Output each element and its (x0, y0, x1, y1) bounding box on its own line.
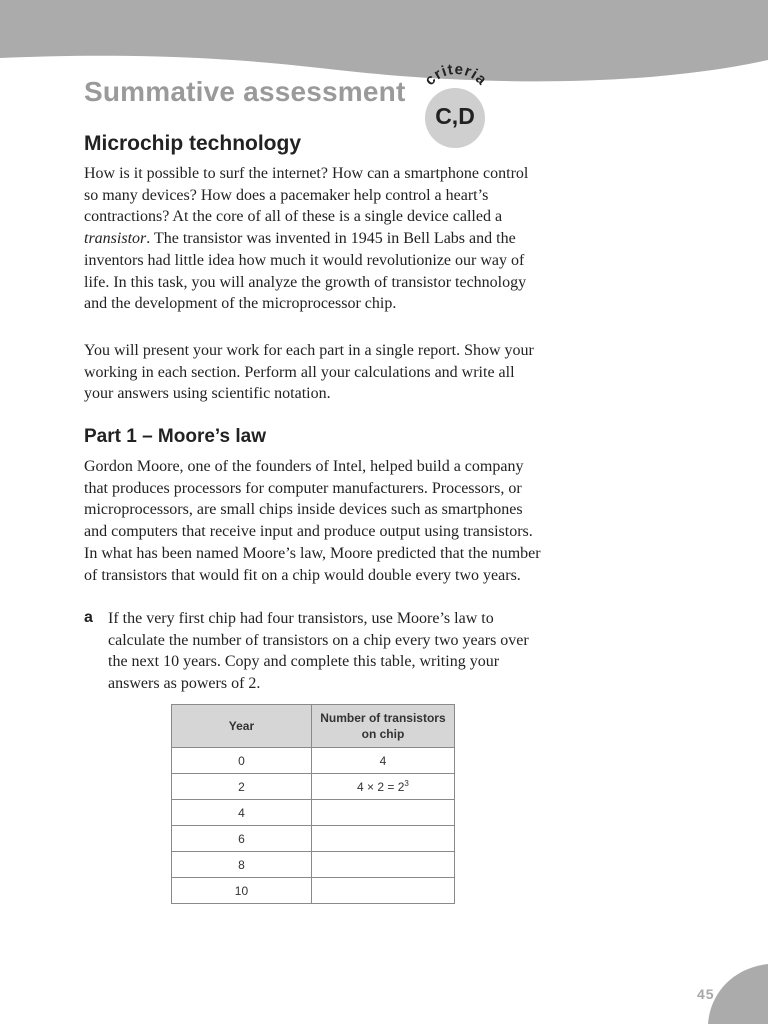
criteria-arc-text: criteria (421, 60, 491, 89)
section-title: Microchip technology (84, 132, 302, 155)
transistors-column-header: Number of transistors on chip (311, 705, 454, 748)
intro-paragraph-2: You will present your work for each part in a single report. Show your working in each section. Perform all your calculations and write all your answers using scientific notation. (84, 342, 534, 403)
year-column-header: Year (172, 705, 312, 748)
question-text: If the very first chip had four transistors, use Moore’s law to calculate the number of transistors on a chip every two years over the next 10 years. Copy and complete this table, writing your answers as powers of 2. (108, 610, 529, 693)
table-row (172, 878, 455, 904)
year-cell: 8 (172, 852, 312, 878)
part-1-paragraph: Gordon Moore, one of the founders of Intel, helped build a company that produces processors for computer manufacturers. Processors, or microprocessors, are small chips inside devices such as smartphones and computers that receive input and produce output using transistors. In what has been named Moore’s law, Moore predicted that the number of transistors that would fit on a chip would double every two years. (84, 458, 541, 584)
assessment-heading: Summative assessment (84, 76, 406, 107)
question-letter: a (84, 609, 93, 626)
transistors-cell (311, 800, 454, 826)
table-row (172, 826, 455, 852)
page-number: 45 (697, 986, 715, 1002)
page-corner-tab (708, 964, 768, 1024)
transistor-term: transistor (84, 230, 147, 248)
exponent: 3 (404, 779, 409, 788)
year-cell: 4 (172, 800, 312, 826)
table-row (172, 800, 455, 826)
criteria-letters: C,D (435, 103, 475, 129)
transistors-cell (311, 878, 454, 904)
transistor-table (171, 704, 455, 904)
table-row (172, 774, 455, 800)
transistors-cell: $4 \times 2 = 2^3$ (311, 774, 454, 800)
year-cell: 6 (172, 826, 312, 852)
intro-paragraph-1: How is it possible to surf the internet? How can a smartphone control so many devices? How does a pacemaker help control a heart’s contractions? At the core of all of these is a single device called a transistor. The transistor was invented in 1945 in Bell Labs and the inventors had little idea how much it would revolutionize our way of life. In this task, you will analyze the growth of transistor technology and the development of the microprocessor chip. (84, 165, 529, 313)
transistors-cell (311, 826, 454, 852)
transistors-cell (311, 852, 454, 878)
part-1-title: Part 1 – Moore’s law (84, 426, 266, 447)
year-cell: 10 (172, 878, 312, 904)
table-row (172, 748, 455, 774)
table-row (172, 852, 455, 878)
year-cell: 0 (172, 748, 312, 774)
year-cell: 2 (172, 774, 312, 800)
criteria-badge (416, 60, 502, 152)
transistors-cell: 4 (311, 748, 454, 774)
